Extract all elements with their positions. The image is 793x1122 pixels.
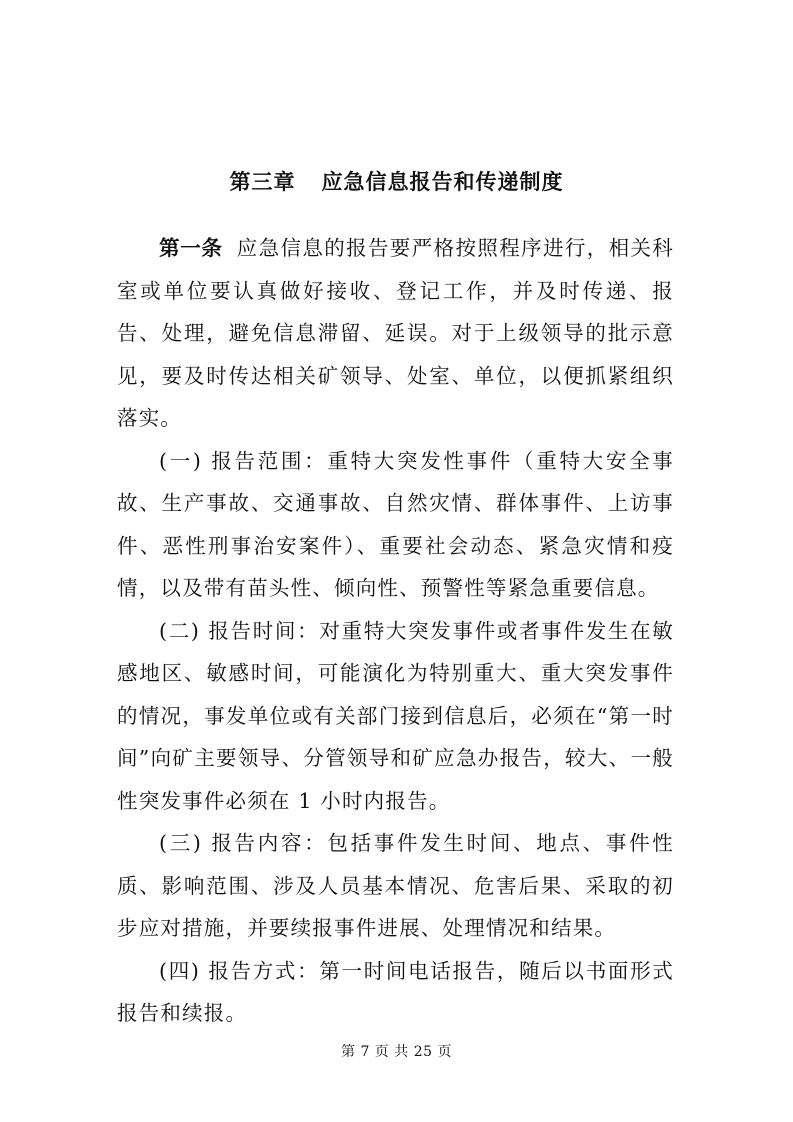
chapter-number: 第三章 (229, 170, 296, 194)
page-number-footer: 第 7 页 共 25 页 (341, 1044, 452, 1060)
document-body (117, 227, 674, 1035)
article-paragraph (117, 227, 674, 440)
chapter-heading (0, 166, 793, 198)
article-label: 第一条 (159, 236, 223, 260)
list-item-time: (二) 报告时间：对重特大突发事件或者事件发生在敏感地区、敏感时间，可能演化为特别重大、重大突发事件的情况，事发单位或有关部门接到信息后，必须在“第一时间”向矿主要领导、分管领导和矿应急办报告，较大、一般性突发事件必须在 1 小时内报告。 (117, 618, 674, 813)
chapter-title: 应急信息报告和传递制度 (321, 170, 564, 194)
list-item-scope: (一) 报告范围：重特大突发性事件（重特大安全事故、生产事故、交通事故、自然灾情、群体事件、上访事件、恶性刑事治安案件）、重要社会动态、紧急灾情和疫情，以及带有苗头性、倾向性、预警性等紧急重要信息。 (117, 448, 674, 600)
article-text: 应急信息的报告要严格按照程序进行，相关科室或单位要认真做好接收、登记工作，并及时传递、报告、处理，避免信息滞留、延误。对于上级领导的批示意见，要及时传达相关矿领导、处室、单位，以便抓紧组织落实。 (117, 236, 675, 430)
list-item-method: (四) 报告方式：第一时间电话报告，随后以书面形式报告和续报。 (117, 958, 674, 1025)
list-item-content: (三) 报告内容：包括事件发生时间、地点、事件性质、影响范围、涉及人员基本情况、危害后果、采取的初步应对措施，并要续报事件进展、处理情况和结果。 (117, 831, 674, 940)
